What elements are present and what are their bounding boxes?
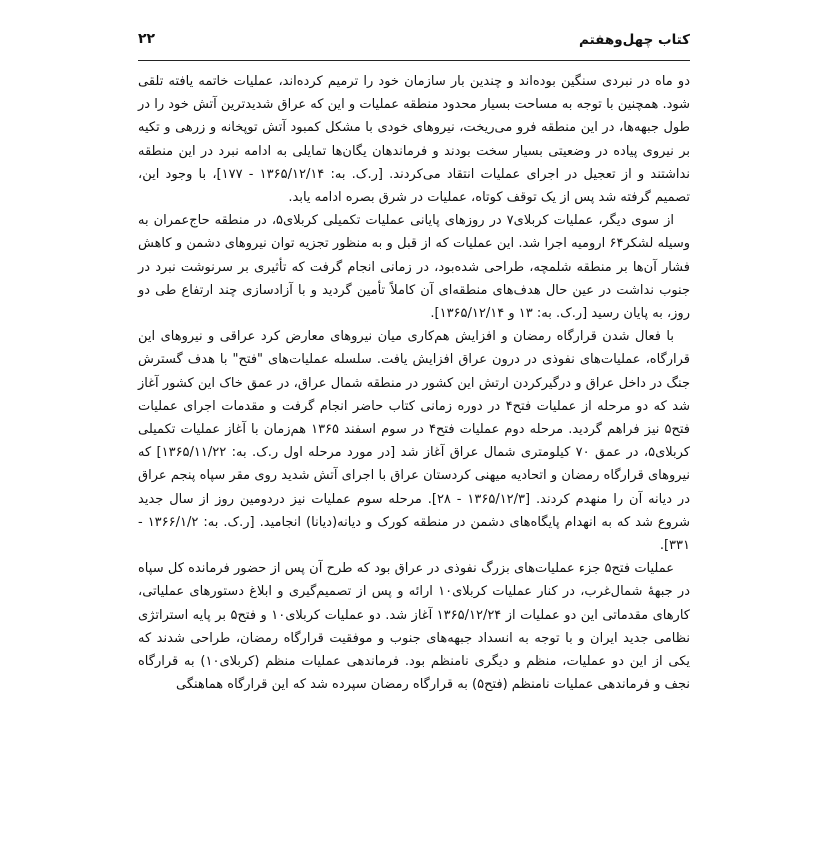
paragraph: عملیات فتح۵ جزء عملیات‌های بزرگ نفوذی در عراق بود که طرح آن پس از حضور فرمانده کل سپاه در جبههٔ شمال‌غرب، در کنار عملیات کربلای۱۰ ارائه و پس از تصمیم‌گیری و ابلاغ دستورهای عملیاتی، کارهای مقدماتی این دو عملیات از ۱۳۶۵/۱۲/۲۴ آغاز شد. دو عملیات کربلای۱۰ و فتح۵ بر پایه استراتژی نظامی جدید ایران و با توجه به انسداد جبهه‌های جنوب و موفقیت قرارگاه رمضان، طراحی شدند که یکی از این دو عملیات، منظم و دیگری نامنظم بود. فرماندهی عملیات منظم (کربلای۱۰) به قرارگاه نجف و فرماندهی عملیات نامنظم (فتح۵) به قرارگاه رمضان سپرده شد که این قرارگاه هماهنگی xyxy=(138,561,690,693)
paragraph: دو ماه در نبردی سنگین بوده‌اند و چندین بار سازمان خود را ترمیم کرده‌اند، عملیات خاتمه یافته تلقی شود. همچنین با توجه به مساحت بسیار محدود منطقه عملیات و این که عراق شدیدترین آتش خود را در طول جبهه‌ها، در این منطقه فرو می‌ریخت، نیروهای خودی با مشکل کمبود آتش توپخانه و زرهی و تکیه بر نیروی پیاده در وضعیتی بسیار سخت بودند و فرماندهان یگان‌ها تمایلی به ادامه نبرد در این منطقه نداشتند و از تعجیل در اجرای عملیات انتقاد می‌کردند. [ر.ک. به: ۱۳۶۵/۱۲/۱۴ - ۱۷۷]، با وجود این، تصمیم گرفته شد پس از یک توقف کوتاه، عملیات در شرق بصره ادامه یابد. xyxy=(138,74,690,206)
page-number: ۲۲ xyxy=(138,31,156,47)
body-text xyxy=(138,70,690,696)
header-divider xyxy=(138,60,690,61)
paragraph: با فعال شدن قرارگاه رمضان و افزایش هم‌کاری میان نیروهای معارض کرد عراقی و نیروهای این قرارگاه، عملیات‌های نفوذی در درون عراق افزایش یافت. سلسله عملیات‌های "فتح" با هدف گسترش جنگ در داخل عراق و درگیرکردن ارتش این کشور در منطقه شمال عراق، در عمق خاک این کشور آغاز شد که دو مرحله از عملیات فتح۴ در دوره زمانی کتاب حاضر انجام گرفت و مقدمات اجرای عملیات فتح۵ نیز فراهم گردید. مرحله دوم عملیات فتح۴ در سوم اسفند ۱۳۶۵ هم‌زمان با آغاز عملیات تکمیلی کربلای۵، در عمق ۷۰ کیلومتری شمال عراق آغاز شد [در مورد مرحله اول ر.ک. به: ۱۳۶۵/۱۱/۲۲] که نیروهای قرارگاه رمضان و اتحادیه میهنی کردستان عراق با اجرای آتش شدید روی مقر سپاه پنجم عراق در دیانه آن را منهدم کردند. [۱۳۶۵/۱۲/۳ - ۲۸]. مرحله سوم عملیات نیز دردومین روز از سال جدید شروع شد که به انهدام پایگاه‌های دشمن در منطقه کورک و دیانه(دیانا) انجامید. [ر.ک. به: ۱۳۶۶/۱/۲ - ۳۳۱]. xyxy=(138,329,690,554)
book-title: کتاب چهل‌وهفتم xyxy=(579,32,690,48)
paragraph: از سوی دیگر، عملیات کربلای۷ در روزهای پایانی عملیات تکمیلی کربلای۵، در منطقه حاج‌عمران به وسیله لشکر۶۴ ارومیه اجرا شد. این عملیات که از قبل و به منظور تجزیه توان نیروهای دشمن و کاهش فشار آن‌ها بر منطقه شلمچه، طراحی شده‌بود، در زمانی انجام گرفت که تأثیری بر سرنوشت نبرد در جنوب نداشت در عین حال هدف‌های منطقه‌ای آن کاملاً تأمین گردید و با آزادسازی چند ارتفاع طی دو روز، به پایان رسید [ر.ک. به: ۱۳ و ۱۳۶۵/۱۲/۱۴]. xyxy=(138,213,690,322)
page-header xyxy=(138,30,690,60)
